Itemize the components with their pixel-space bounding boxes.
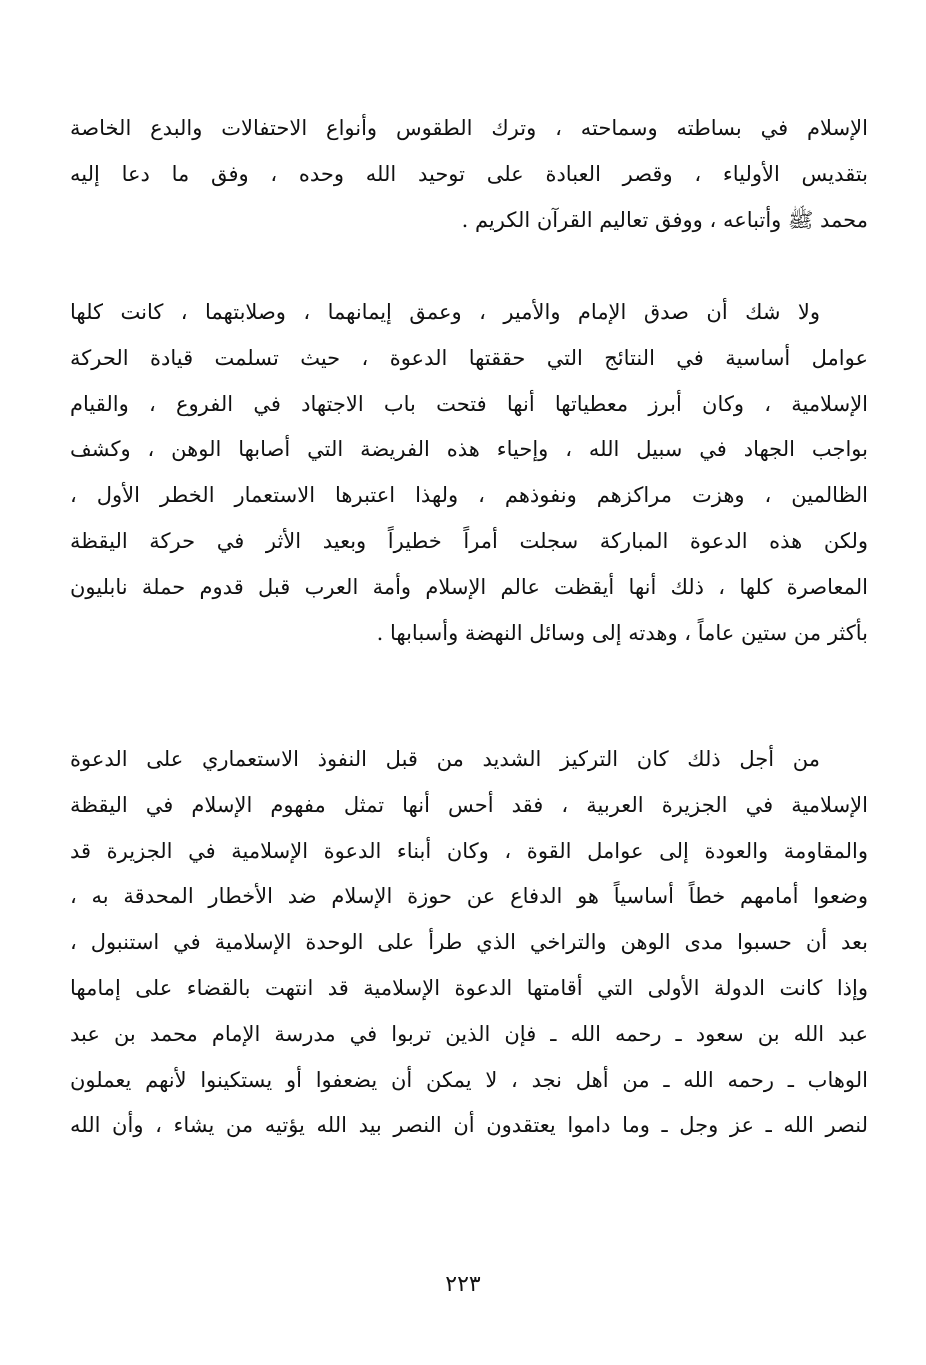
paragraph-2-line-6: ولكن هذه الدعوة المباركة سجلت أمراً خطيراً وبعيد الأثر في حركة اليقظة	[70, 528, 868, 553]
paragraph-3	[70, 737, 868, 1149]
paragraph-2-line-4: بواجب الجهاد في سبيل الله ، وإحياء هذه الفريضة التي أصابها الوهن ، وكشف	[70, 437, 868, 462]
paragraph-2-line-5: الظالمين ، وهزت مراكزهم ونفوذهم ، ولهذا اعتبرها الاستعمار الخطر الأول ،	[70, 483, 868, 508]
paragraph-3-line-1: من أجل ذلك كان التركيز الشديد من قبل النفوذ الاستعماري على الدعوة	[70, 747, 820, 771]
paragraph-2-line-3: الإسلامية ، وكان أبرز معطياتها أنها فتحت باب الاجتهاد في الفروع ، والقيام	[70, 391, 868, 416]
paragraph-2-line-8: بأكثر من ستين عاماً ، وهدته إلى وسائل النهضة وأسبابها .	[376, 620, 868, 645]
paragraph-3-line-5: بعد أن حسبوا مدى الوهن والتراخي الذي طرأ على الوحدة الإسلامية في استنبول ،	[70, 930, 868, 955]
page-number: ٢٢٣	[445, 1272, 481, 1297]
paragraph-2	[70, 290, 868, 656]
paragraph-3-line-3: والمقاومة والعودة إلى عوامل القوة ، وكان أبناء الدعوة الإسلامية في الجزيرة قد	[70, 838, 868, 863]
paragraph-3-line-4: وضعوا أمامهم خطاً أساسياً هو الدفاع عن حوزة الإسلام ضد الأخطار المحدقة به ،	[70, 884, 868, 909]
paragraph-3-line-2: الإسلامية في الجزيرة العربية ، فقد أحس أنها تمثل مفهوم الإسلام في اليقظة	[70, 792, 868, 817]
paragraph-1-line-2: بتقديس الأولياء ، وقصر العبادة على توحيد الله وحده ، وفق ما دعا إليه	[70, 161, 868, 186]
paragraph-2-line-7: المعاصرة كلها ، ذلك أنها أيقظت عالم الإسلام وأمة العرب قبل قدوم حملة نابليون	[70, 574, 868, 599]
paragraph-1	[70, 106, 868, 243]
paragraph-2-line-2: عوامل أساسية في النتائج التي حققتها الدعوة ، حيث تسلمت قيادة الحركة	[70, 345, 868, 370]
paragraph-3-line-8: الوهاب ـ رحمه الله ـ من أهل نجد ، لا يمكن أن يضعفوا أو يستكينوا لأنهم يعملون	[70, 1067, 868, 1092]
paragraph-3-line-7: عبد الله بن سعود ـ رحمه الله ـ فإن الذين تربوا في مدرسة الإمام محمد بن عبد	[70, 1021, 868, 1046]
paragraph-1-line-3: محمد ﷺ وأتباعه ، ووفق تعاليم القرآن الكريم .	[461, 207, 868, 232]
paragraph-3-line-6: وإذا كانت الدولة الأولى التي أقامتها الدعوة الإسلامية قد انتهت بالقضاء على إمامها	[70, 975, 868, 1000]
paragraph-2-line-1: ولا شك أن صدق الإمام والأمير ، وعمق إيمانهما ، وصلابتهما ، كانت كلها	[70, 300, 820, 324]
paragraph-3-line-9: لنصر الله ـ عز وجل ـ وما داموا يعتقدون أن النصر بيد الله يؤتيه من يشاء ، وأن الله	[70, 1113, 868, 1138]
paragraph-1-line-1: الإسلام في بساطته وسماحته ، وترك الطقوس وأنواع الاحتفالات والبدع الخاصة	[70, 116, 868, 140]
